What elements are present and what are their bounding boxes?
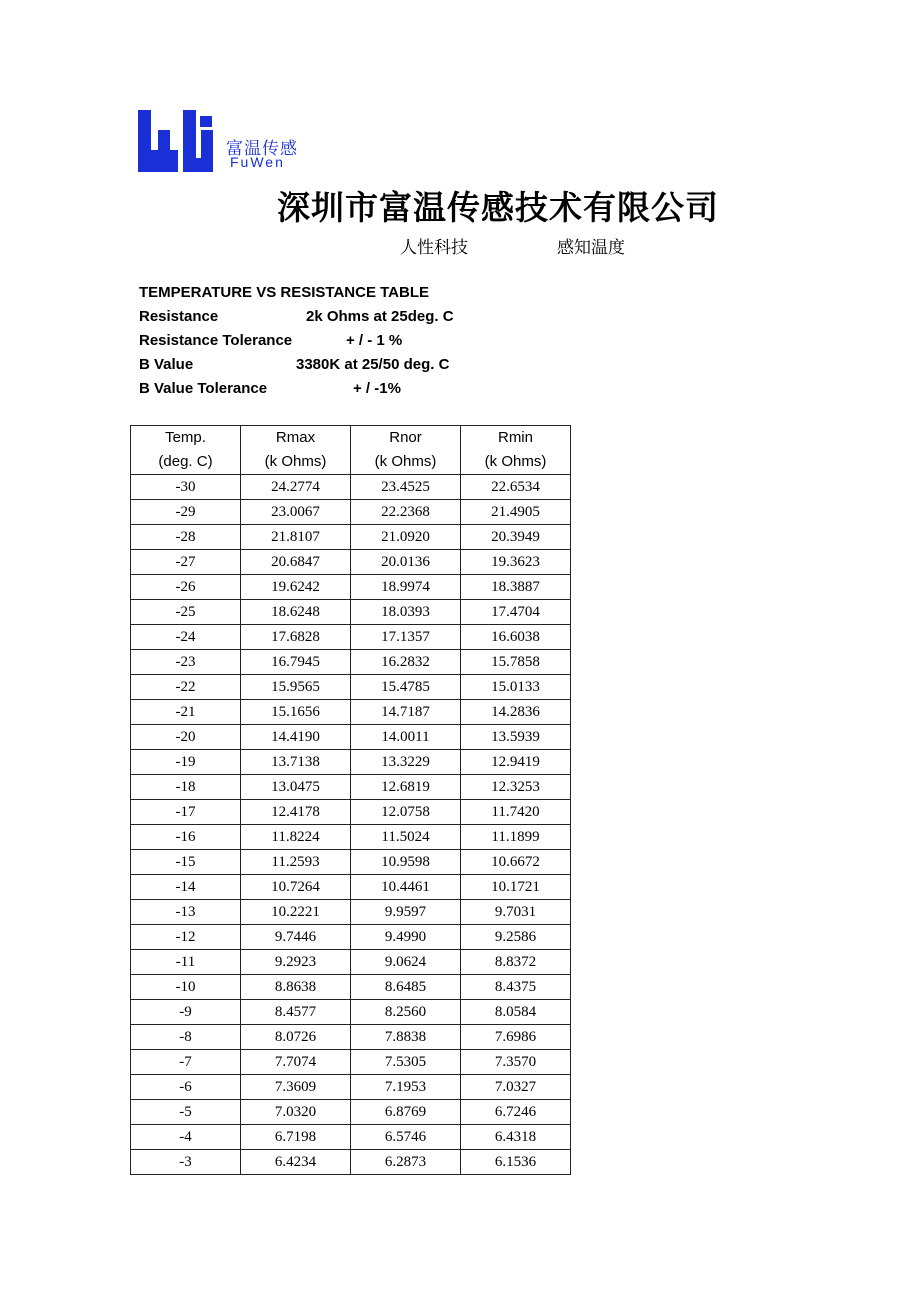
rnor-cell: 12.0758 (351, 800, 461, 825)
rnor-cell: 7.5305 (351, 1050, 461, 1075)
temp-cell: -16 (131, 825, 241, 850)
rmin-cell: 16.6038 (461, 625, 571, 650)
header-line2: (k Ohms) (484, 453, 547, 470)
rnor-cell: 13.3229 (351, 750, 461, 775)
temp-cell: -13 (131, 900, 241, 925)
temp-cell: -30 (131, 475, 241, 500)
rmin-cell: 21.4905 (461, 500, 571, 525)
rmin-cell: 20.3949 (461, 525, 571, 550)
rmin-cell: 9.7031 (461, 900, 571, 925)
temp-cell: -23 (131, 650, 241, 675)
temp-cell: -18 (131, 775, 241, 800)
rmin-cell: 22.6534 (461, 475, 571, 500)
rmin-cell: 11.1899 (461, 825, 571, 850)
spec-label: Resistance Tolerance (139, 332, 293, 349)
table-row (131, 725, 571, 750)
spec-label: B Value (139, 356, 194, 373)
rmax-cell: 11.8224 (241, 825, 351, 850)
temp-cell: -28 (131, 525, 241, 550)
temp-cell: -19 (131, 750, 241, 775)
logo-chinese-name: 富温传感 (226, 139, 298, 158)
rnor-cell: 8.2560 (351, 1000, 461, 1025)
rmin-cell: 15.0133 (461, 675, 571, 700)
rmax-cell: 11.2593 (241, 850, 351, 875)
rnor-cell: 9.4990 (351, 925, 461, 950)
rmin-cell: 8.0584 (461, 1000, 571, 1025)
temp-cell: -14 (131, 875, 241, 900)
rmin-cell: 14.2836 (461, 700, 571, 725)
temp-cell: -8 (131, 1025, 241, 1050)
table-row (131, 975, 571, 1000)
header-line1: Rnor (389, 429, 422, 446)
rmax-cell: 13.0475 (241, 775, 351, 800)
rmax-cell: 12.4178 (241, 800, 351, 825)
table-row (131, 825, 571, 850)
table-row (131, 750, 571, 775)
table-row (131, 900, 571, 925)
temp-cell: -29 (131, 500, 241, 525)
temp-cell: -10 (131, 975, 241, 1000)
rmin-cell: 19.3623 (461, 550, 571, 575)
table-row (131, 800, 571, 825)
spec-value: 3380K at 25/50 deg. C (296, 356, 450, 373)
rnor-cell: 9.9597 (351, 900, 461, 925)
table-body (131, 475, 571, 1175)
table-row (131, 950, 571, 975)
rmax-cell: 9.2923 (241, 950, 351, 975)
rmax-cell: 7.7074 (241, 1050, 351, 1075)
rnor-cell: 10.4461 (351, 875, 461, 900)
table-row (131, 650, 571, 675)
rmin-cell: 13.5939 (461, 725, 571, 750)
slogan-right: 感知温度 (557, 238, 625, 257)
temp-cell: -22 (131, 675, 241, 700)
table-row (131, 1025, 571, 1050)
rmax-cell: 10.2221 (241, 900, 351, 925)
rmax-cell: 14.4190 (241, 725, 351, 750)
table-row (131, 1050, 571, 1075)
table-row (131, 1125, 571, 1150)
header-line2: (deg. C) (158, 453, 213, 470)
rmax-cell: 18.6248 (241, 600, 351, 625)
table-row (131, 575, 571, 600)
rmax-cell: 7.0320 (241, 1100, 351, 1125)
spec-row-resistance (139, 308, 454, 325)
temp-cell: -5 (131, 1100, 241, 1125)
rmin-cell: 18.3887 (461, 575, 571, 600)
rnor-cell: 17.1357 (351, 625, 461, 650)
rnor-cell: 14.0011 (351, 725, 461, 750)
rnor-cell: 18.0393 (351, 600, 461, 625)
temp-cell: -6 (131, 1075, 241, 1100)
rmin-cell: 12.3253 (461, 775, 571, 800)
header-line1: Rmin (497, 429, 533, 446)
rmin-cell: 7.3570 (461, 1050, 571, 1075)
temp-cell: -24 (131, 625, 241, 650)
table-row (131, 775, 571, 800)
temp-cell: -15 (131, 850, 241, 875)
header-line1: Rmax (275, 429, 316, 446)
rmin-cell: 10.1721 (461, 875, 571, 900)
table-row (131, 500, 571, 525)
rmin-cell: 6.1536 (461, 1150, 571, 1175)
rmin-cell: 17.4704 (461, 600, 571, 625)
company-title: 深圳市富温传感技术有限公司 (277, 189, 719, 226)
table-row (131, 475, 571, 500)
table-row (131, 525, 571, 550)
table-row (131, 1100, 571, 1125)
rmin-cell: 15.7858 (461, 650, 571, 675)
rmax-cell: 19.6242 (241, 575, 351, 600)
spec-label: B Value Tolerance (139, 380, 268, 397)
temp-cell: -4 (131, 1125, 241, 1150)
rmax-cell: 16.7945 (241, 650, 351, 675)
spec-value: + / - 1 % (346, 332, 403, 349)
table-row (131, 625, 571, 650)
rmax-cell: 9.7446 (241, 925, 351, 950)
spec-row-b-value-tolerance (139, 380, 401, 397)
rmax-cell: 6.7198 (241, 1125, 351, 1150)
spec-row-b-value (139, 356, 450, 373)
temp-cell: -12 (131, 925, 241, 950)
table-row (131, 600, 571, 625)
rmax-cell: 15.1656 (241, 700, 351, 725)
spec-heading: TEMPERATURE VS RESISTANCE TABLE (139, 284, 430, 301)
rnor-cell: 6.8769 (351, 1100, 461, 1125)
temp-cell: -20 (131, 725, 241, 750)
rmax-cell: 8.0726 (241, 1025, 351, 1050)
temp-cell: -21 (131, 700, 241, 725)
table-row (131, 1150, 571, 1175)
header-line2: (k Ohms) (264, 453, 327, 470)
spec-row-resistance-tolerance (139, 332, 403, 349)
rnor-cell: 11.5024 (351, 825, 461, 850)
rnor-cell: 16.2832 (351, 650, 461, 675)
temp-cell: -7 (131, 1050, 241, 1075)
header-rmin (461, 426, 571, 475)
rnor-cell: 21.0920 (351, 525, 461, 550)
rmax-cell: 15.9565 (241, 675, 351, 700)
rnor-cell: 15.4785 (351, 675, 461, 700)
spec-value: 2k Ohms at 25deg. C (306, 308, 454, 325)
table-row (131, 550, 571, 575)
header-temp (131, 426, 241, 475)
table-row (131, 675, 571, 700)
header-line2: (k Ohms) (374, 453, 437, 470)
rmax-cell: 6.4234 (241, 1150, 351, 1175)
rnor-cell: 14.7187 (351, 700, 461, 725)
header-line1: Temp. (165, 429, 206, 446)
header-rnor (351, 426, 461, 475)
table-row (131, 700, 571, 725)
table-header-row (131, 426, 571, 475)
rmax-cell: 13.7138 (241, 750, 351, 775)
rnor-cell: 23.4525 (351, 475, 461, 500)
rnor-cell: 7.1953 (351, 1075, 461, 1100)
rmin-cell: 12.9419 (461, 750, 571, 775)
rmax-cell: 20.6847 (241, 550, 351, 575)
rmin-cell: 6.4318 (461, 1125, 571, 1150)
temp-cell: -25 (131, 600, 241, 625)
rmax-cell: 24.2774 (241, 475, 351, 500)
temp-cell: -17 (131, 800, 241, 825)
rmax-cell: 7.3609 (241, 1075, 351, 1100)
resistance-table (130, 425, 571, 1175)
rmax-cell: 17.6828 (241, 625, 351, 650)
rmin-cell: 7.6986 (461, 1025, 571, 1050)
fuwen-logo-mark-icon (138, 110, 218, 172)
rnor-cell: 9.0624 (351, 950, 461, 975)
rnor-cell: 8.6485 (351, 975, 461, 1000)
rmin-cell: 11.7420 (461, 800, 571, 825)
temp-cell: -27 (131, 550, 241, 575)
company-logo (138, 110, 308, 172)
slogan-left: 人性科技 (400, 238, 468, 257)
rmax-cell: 21.8107 (241, 525, 351, 550)
rmin-cell: 6.7246 (461, 1100, 571, 1125)
temp-cell: -11 (131, 950, 241, 975)
temp-cell: -3 (131, 1150, 241, 1175)
table-row (131, 925, 571, 950)
rmin-cell: 10.6672 (461, 850, 571, 875)
rnor-cell: 12.6819 (351, 775, 461, 800)
header-rmax (241, 426, 351, 475)
rnor-cell: 18.9974 (351, 575, 461, 600)
rmin-cell: 9.2586 (461, 925, 571, 950)
rnor-cell: 20.0136 (351, 550, 461, 575)
logo-english-name: FuWen (230, 154, 285, 170)
rmin-cell: 8.8372 (461, 950, 571, 975)
table-row (131, 1000, 571, 1025)
temp-cell: -26 (131, 575, 241, 600)
table-row (131, 850, 571, 875)
rmin-cell: 7.0327 (461, 1075, 571, 1100)
table-row (131, 1075, 571, 1100)
rnor-cell: 6.5746 (351, 1125, 461, 1150)
spec-label: Resistance (139, 308, 219, 325)
rmax-cell: 23.0067 (241, 500, 351, 525)
spec-value: + / -1% (353, 380, 401, 397)
rnor-cell: 7.8838 (351, 1025, 461, 1050)
rnor-cell: 22.2368 (351, 500, 461, 525)
temp-cell: -9 (131, 1000, 241, 1025)
rmax-cell: 8.8638 (241, 975, 351, 1000)
rmin-cell: 8.4375 (461, 975, 571, 1000)
rnor-cell: 6.2873 (351, 1150, 461, 1175)
rnor-cell: 10.9598 (351, 850, 461, 875)
rmax-cell: 8.4577 (241, 1000, 351, 1025)
table-row (131, 875, 571, 900)
rmax-cell: 10.7264 (241, 875, 351, 900)
